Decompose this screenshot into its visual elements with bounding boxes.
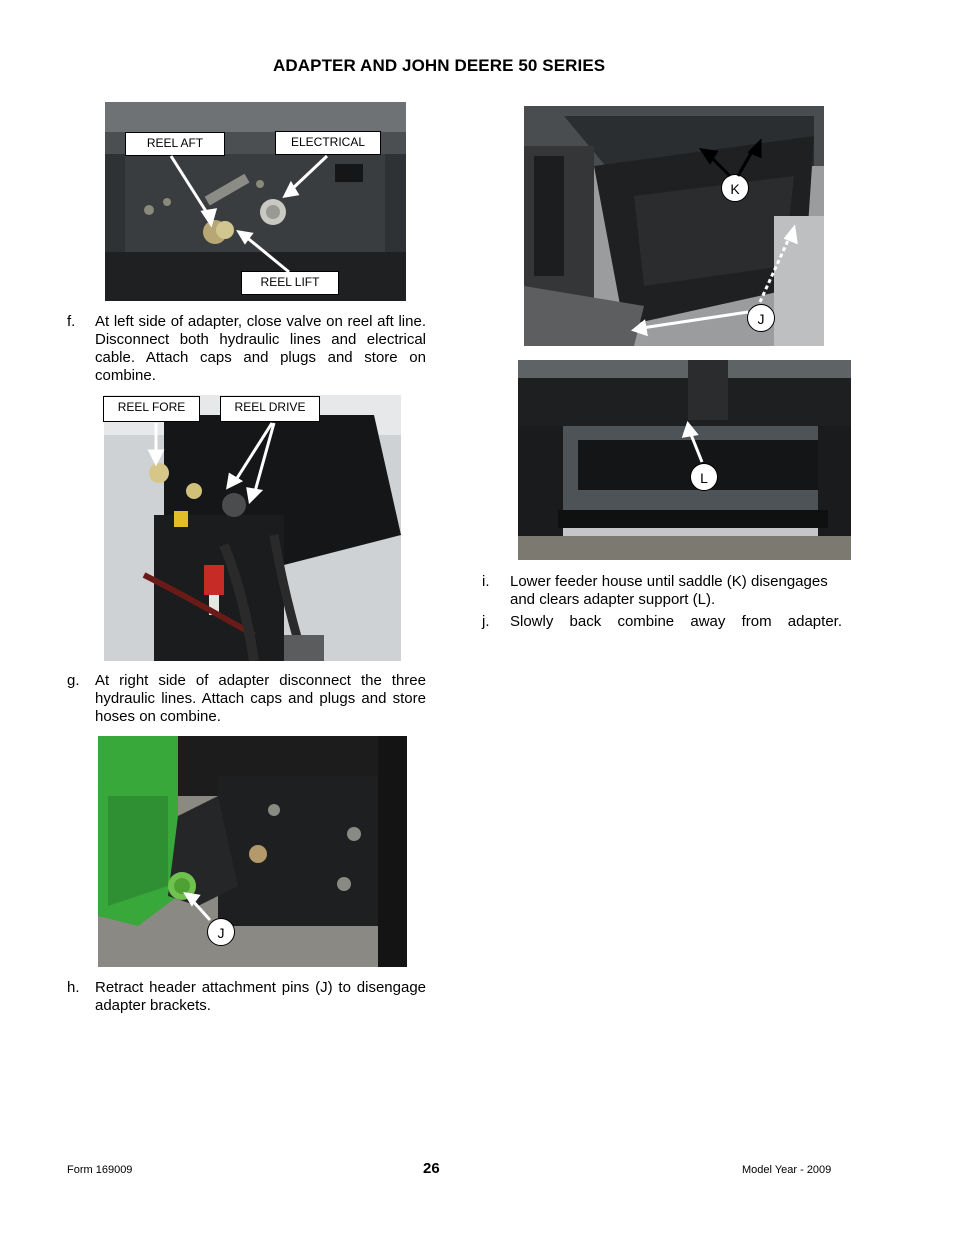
page-number: 26 xyxy=(423,1160,440,1177)
step-marker: i. xyxy=(482,573,490,590)
callout-k-saddle: K xyxy=(721,174,749,202)
callout-reel-drive: REEL DRIVE xyxy=(220,396,320,422)
step-marker: h. xyxy=(67,979,80,996)
arrows-fig4 xyxy=(524,106,824,346)
callout-j-pin: J xyxy=(207,918,235,946)
callout-reel-lift: REEL LIFT xyxy=(241,271,339,295)
arrow-fig3 xyxy=(98,736,407,967)
callout-reel-fore: REEL FORE xyxy=(103,396,200,422)
step-text: Lower feeder house until saddle (K) disengages and clears adapter support (L). xyxy=(510,573,828,608)
step-text: At left side of adapter, close valve on reel aft line. Disconnect both hydraulic lines and electrical cable. Attach caps and plugs and store on combine. xyxy=(95,313,426,384)
footer-model-year: Model Year - 2009 xyxy=(742,1164,832,1176)
callout-reel-aft: REEL AFT xyxy=(125,132,225,156)
callout-electrical: ELECTRICAL xyxy=(275,131,381,155)
step-marker: g. xyxy=(67,672,80,689)
arrows-fig2 xyxy=(104,395,401,661)
page-title: ADAPTER AND JOHN DEERE 50 SERIES xyxy=(273,56,606,75)
arrow-fig5 xyxy=(518,360,851,560)
step-text: Retract header attachment pins (J) to disengage adapter brackets. xyxy=(95,979,426,1014)
arrows-fig1 xyxy=(105,102,406,301)
callout-l-support: L xyxy=(690,463,718,491)
step-marker: f. xyxy=(67,313,76,330)
step-marker: j. xyxy=(482,613,490,630)
callout-j-support: J xyxy=(747,304,775,332)
step-text: At right side of adapter disconnect the three hydraulic lines. Attach caps and plugs and store hoses on combine. xyxy=(95,672,426,725)
footer-form-number: Form 169009 xyxy=(67,1164,133,1176)
step-text: Slowly back combine away from adapter. xyxy=(510,613,842,630)
